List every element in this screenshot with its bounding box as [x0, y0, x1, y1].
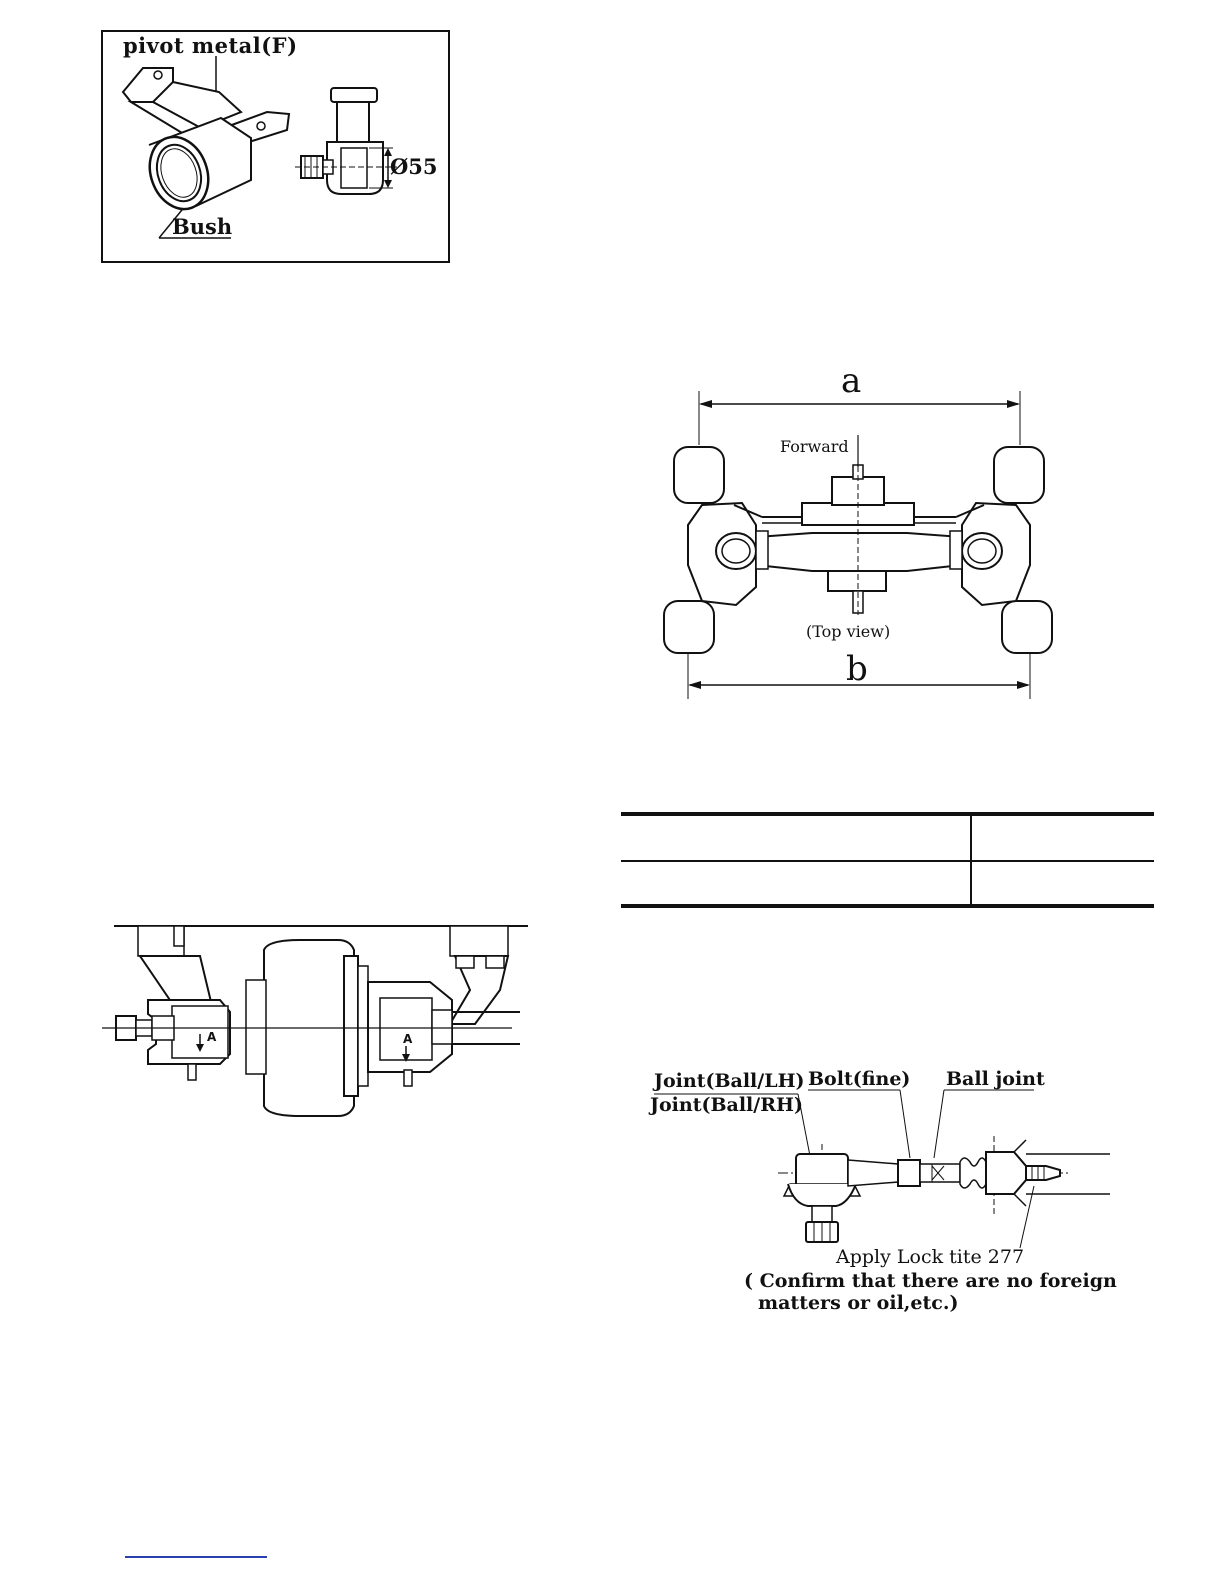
diameter-label: Ø55	[390, 154, 438, 179]
dimension-b-label: b	[846, 649, 868, 689]
confirm-note-line2: matters or oil,etc.)	[758, 1292, 959, 1314]
table-mid-rule	[621, 860, 1154, 862]
pivot-metal-label: pivot metal(F)	[123, 33, 298, 58]
forward-label: Forward	[780, 437, 849, 456]
figure-top-view	[652, 361, 1077, 710]
table-bottom-rule	[621, 904, 1154, 908]
apply-locktite-label: Apply Lock tite 277	[836, 1246, 1025, 1268]
ball-joint-label: Ball joint	[946, 1068, 1045, 1090]
bush-label: Bush	[172, 214, 233, 239]
figure-ball-joint	[648, 1066, 1126, 1316]
confirm-note-line1: ( Confirm that there are no foreign	[744, 1270, 1117, 1292]
table-column-divider	[970, 816, 972, 904]
section-a-right-label: A	[403, 1032, 413, 1046]
figure-axle-section	[100, 920, 540, 1140]
top-view-label: (Top view)	[806, 622, 891, 641]
section-a-left-label: A	[207, 1030, 217, 1044]
figure-pivot-metal	[101, 30, 450, 263]
joint-rh-label: Joint(Ball/RH)	[650, 1094, 803, 1116]
footer-link-underline[interactable]	[125, 1556, 267, 1558]
axle-section-drawing	[100, 920, 540, 1140]
joint-lh-label: Joint(Ball/LH)	[654, 1070, 805, 1092]
dimension-a-label: a	[841, 361, 862, 401]
spec-table	[621, 812, 1154, 908]
pivot-metal-drawing	[101, 30, 450, 263]
table-top-rule	[621, 812, 1154, 816]
bolt-fine-label: Bolt(fine)	[808, 1068, 911, 1090]
